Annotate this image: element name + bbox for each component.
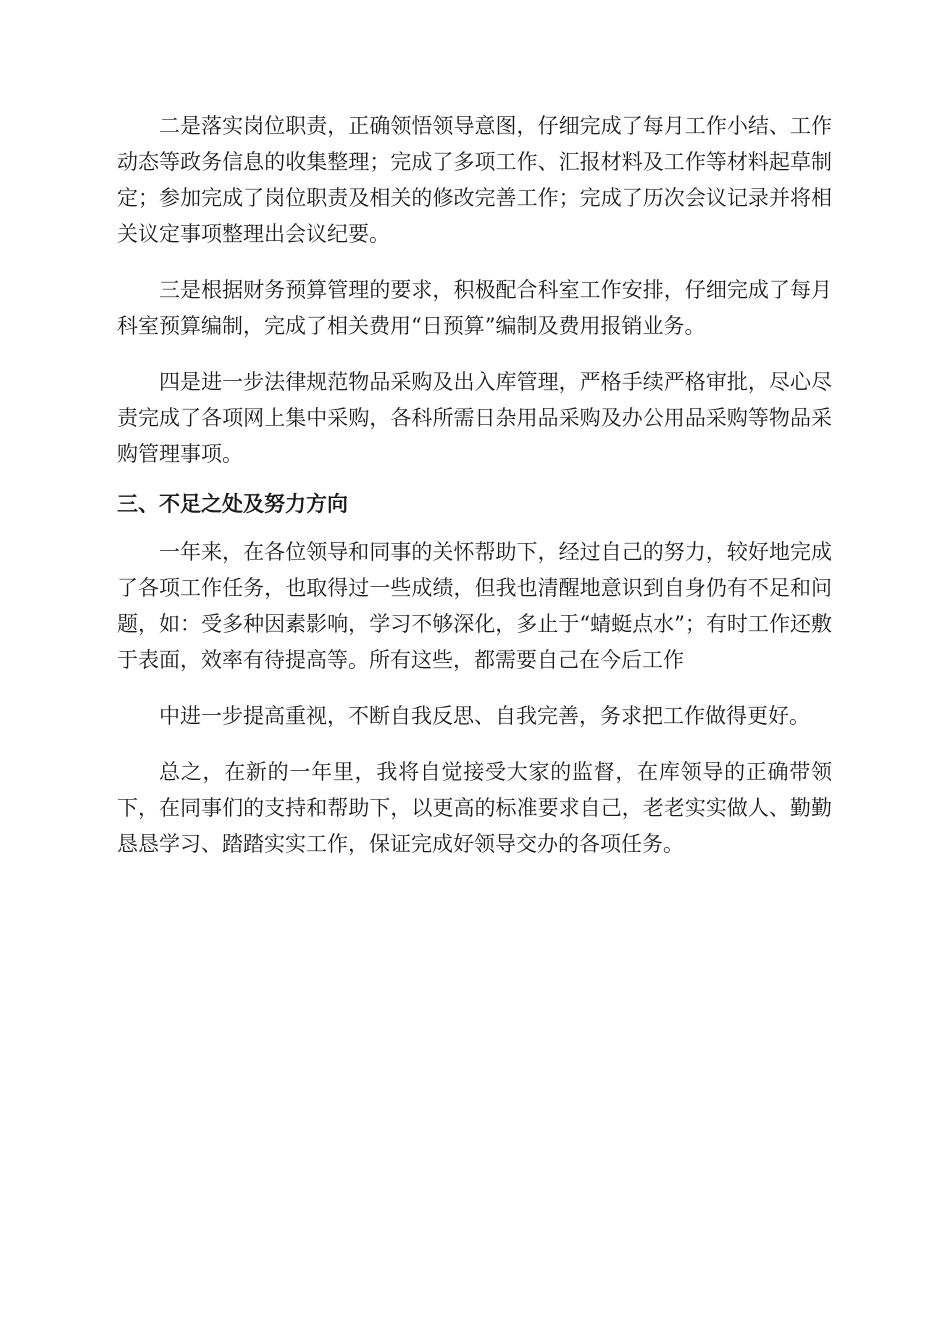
paragraph-improvement: 中进一步提高重视，不断自我反思、自我完善，务求把工作做得更好。 (159, 704, 810, 728)
document-page (117, 108, 832, 882)
paragraph-conclusion: 总之，在新的一年里，我将自觉接受大家的监督，在库领导的正确带领下，在同事们的支持和帮助下，以更高的标准要求自己，老老实实做人、勤勤恳恳学习、踏踏实实工作，保证完成好领导交办的各项任务。 (117, 760, 832, 856)
paragraph-budget: 三是根据财务预算管理的要求，积极配合科室工作安排，仔细完成了每月科室预算编制，完成了相关费用“日预算”编制及费用报销业务。 (117, 278, 832, 338)
paragraph-duties: 二是落实岗位职责，正确领悟领导意图，仔细完成了每月工作小结、工作动态等政务信息的收集整理；完成了多项工作、汇报材料及工作等材料起草制定；参加完成了岗位职责及相关的修改完善工作；完成了历次会议记录并将相关议定事项整理出会议纪要。 (117, 114, 832, 246)
paragraph-procurement: 四是进一步法律规范物品采购及出入库管理，严格手续严格审批，尽心尽责完成了各项网上集中采购，各科所需日杂用品采购及办公用品采购等物品采购管理事项。 (117, 370, 832, 466)
section-heading: 三、不足之处及努力方向 (117, 491, 348, 516)
paragraph-shortcomings: 一年来，在各位领导和同事的关怀帮助下，经过自己的努力，较好地完成了各项工作任务，也取得过一些成绩，但我也清醒地意识到自身仍有不足和问题，如：受多种因素影响，学习不够深化，多止于“蜻蜓点水”；有时工作还敷于表面，效率有待提高等。所有这些，都需要自己在今后工作 (117, 540, 832, 672)
